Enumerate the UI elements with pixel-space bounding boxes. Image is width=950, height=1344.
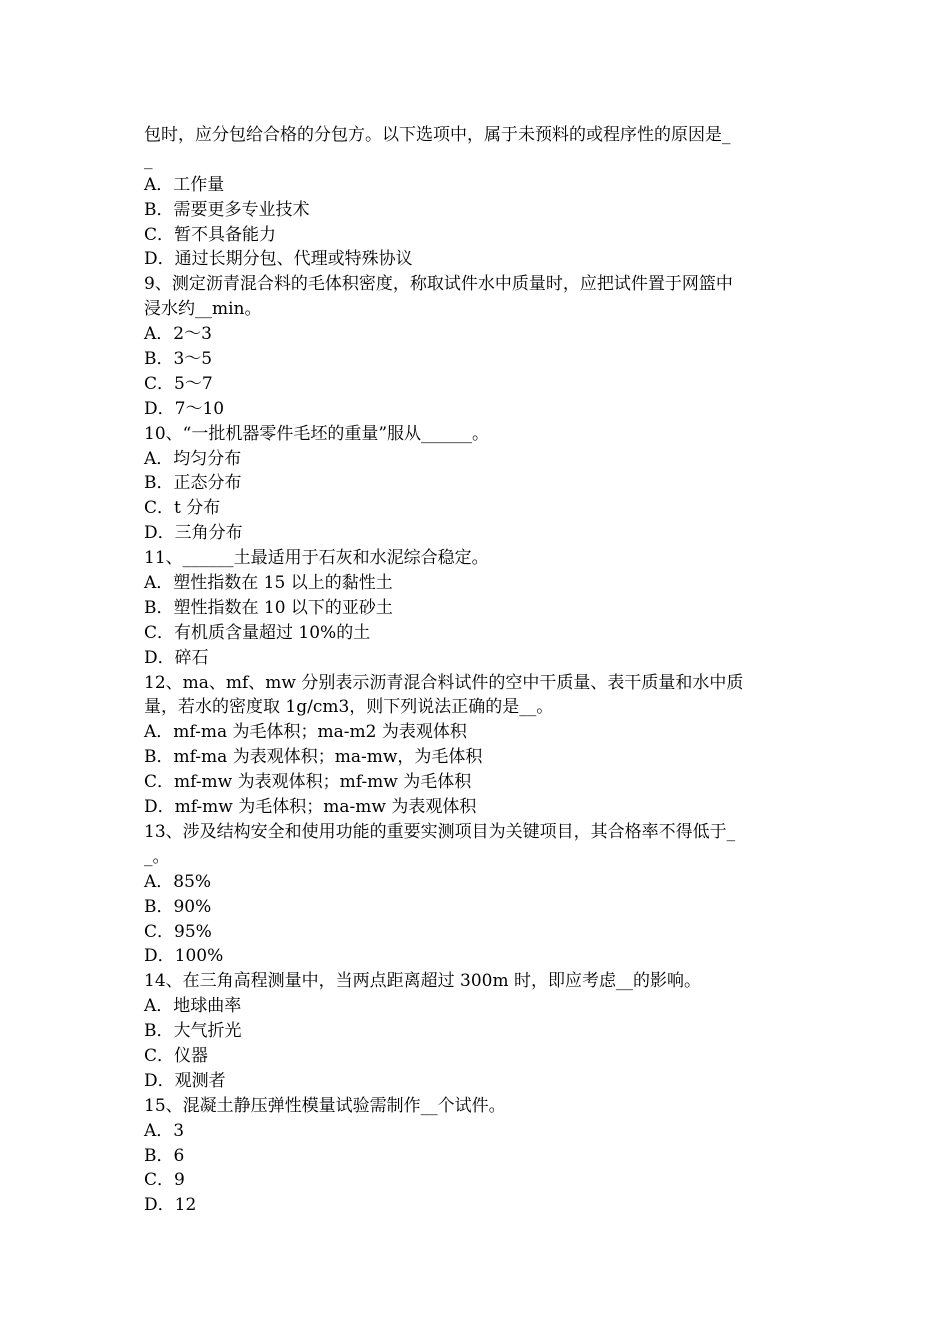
option-d: D．通过长期分包、代理或特殊协议 bbox=[144, 249, 413, 270]
option-d: D．三角分布 bbox=[144, 523, 243, 544]
option-d: D．100% bbox=[144, 946, 224, 967]
option-d: D．mf-mw 为毛体积；ma-mw 为表观体积 bbox=[144, 797, 477, 818]
question-13: 13、涉及结构安全和使用功能的重要实测项目为关键项目，其合格率不得低于_ bbox=[144, 821, 736, 842]
question-9: 9、测定沥青混合料的毛体积密度，称取试件水中质量时，应把试件置于网篮中 bbox=[144, 274, 733, 295]
option-c: C．9 bbox=[144, 1170, 185, 1191]
option-c: C．t 分布 bbox=[144, 498, 221, 519]
option-b: B．6 bbox=[144, 1145, 185, 1166]
option-d: D．7～10 bbox=[144, 398, 225, 419]
option-c: C．mf-mw 为表观体积；mf-mw 为毛体积 bbox=[144, 772, 472, 793]
text-line: 包时，应分包给合格的分包方。以下选项中，属于未预料的或程序性的原因是_ bbox=[144, 125, 731, 145]
option-c: C．仪器 bbox=[144, 1045, 209, 1066]
option-a: A．85% bbox=[144, 871, 212, 892]
question-14: 14、在三角高程测量中，当两点距离超过 300m 时，即应考虑__的影响。 bbox=[144, 971, 702, 992]
option-d: D．碎石 bbox=[144, 647, 209, 668]
option-a: A．地球曲率 bbox=[144, 996, 242, 1017]
document-page bbox=[144, 123, 810, 1218]
option-b: B．正态分布 bbox=[144, 473, 242, 494]
question-10: 10、“一批机器零件毛坯的重量”服从______。 bbox=[144, 423, 490, 444]
option-a: A．3 bbox=[144, 1120, 185, 1141]
option-b: B．mf-ma 为表观体积；ma-mw，为毛体积 bbox=[144, 747, 483, 768]
option-c: C．有机质含量超过 10%的土 bbox=[144, 622, 371, 643]
option-c: C．暂不具备能力 bbox=[144, 224, 277, 245]
option-b: B．大气折光 bbox=[144, 1021, 242, 1042]
option-b: B．3～5 bbox=[144, 349, 213, 370]
option-d: D．12 bbox=[144, 1195, 197, 1216]
question-11: 11、______土最适用于石灰和水泥综合稳定。 bbox=[144, 548, 489, 569]
option-b: B．塑性指数在 10 以下的亚砂土 bbox=[144, 597, 393, 618]
option-d: D．观测者 bbox=[144, 1070, 226, 1091]
question-13-cont: _。 bbox=[144, 846, 170, 867]
option-a: A．工作量 bbox=[144, 174, 225, 195]
question-9-cont: 浸水约__min。 bbox=[144, 299, 262, 320]
question-12-cont: 量，若水的密度取 1g/cm3，则下列说法正确的是__。 bbox=[144, 697, 554, 718]
question-12: 12、ma、mf、mw 分别表示沥青混合料试件的空中干质量、表干质量和水中质 bbox=[144, 672, 744, 693]
question-15: 15、混凝土静压弹性模量试验需制作__个试件。 bbox=[144, 1095, 506, 1116]
option-c: C．95% bbox=[144, 921, 212, 942]
option-c: C．5～7 bbox=[144, 373, 213, 394]
option-a: A．mf-ma 为毛体积；ma-m2 为表观体积 bbox=[144, 722, 467, 743]
text-line: _ bbox=[144, 149, 153, 170]
option-a: A．塑性指数在 15 以上的黏性土 bbox=[144, 573, 393, 594]
option-b: B．需要更多专业技术 bbox=[144, 199, 310, 220]
option-a: A．均匀分布 bbox=[144, 448, 242, 469]
option-b: B．90% bbox=[144, 896, 212, 917]
option-a: A．2～3 bbox=[144, 324, 212, 345]
